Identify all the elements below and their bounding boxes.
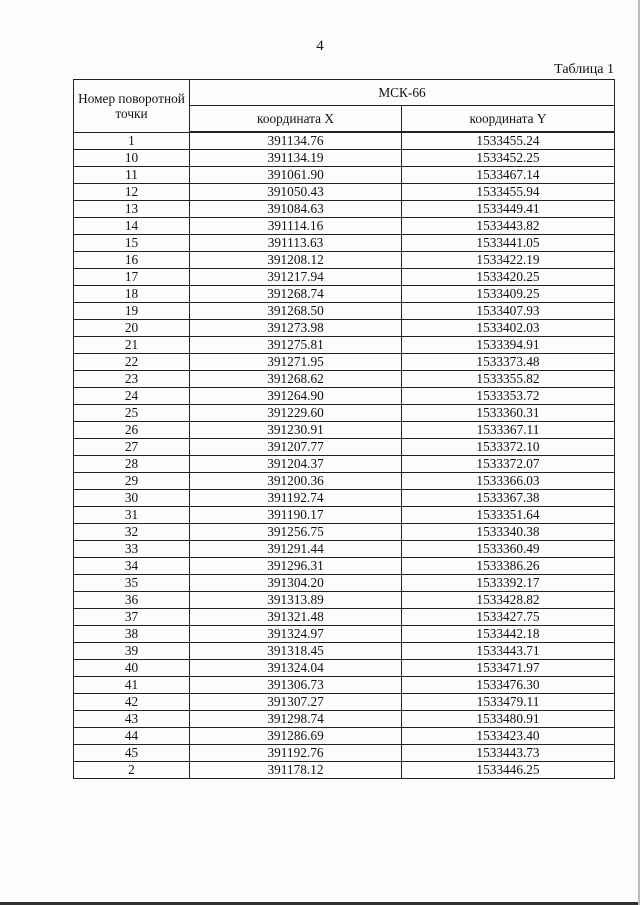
table-row	[74, 626, 615, 643]
table-row	[74, 286, 615, 303]
header-coordinate-system: МСК-66	[190, 80, 615, 106]
x-coordinate-cell: 391275.81	[190, 337, 402, 354]
x-coordinate-cell: 391200.36	[190, 473, 402, 490]
table-row	[74, 388, 615, 405]
header-x-coordinate: координата X	[190, 106, 402, 133]
point-number-cell: 15	[74, 235, 190, 252]
x-coordinate-cell: 391324.04	[190, 660, 402, 677]
table-row	[74, 609, 615, 626]
table-row	[74, 405, 615, 422]
y-coordinate-cell: 1533367.11	[402, 422, 615, 439]
y-coordinate-cell: 1533449.41	[402, 201, 615, 218]
y-coordinate-cell: 1533455.94	[402, 184, 615, 201]
table-row	[74, 558, 615, 575]
table-row	[74, 132, 615, 150]
point-number-cell: 14	[74, 218, 190, 235]
x-coordinate-cell: 391273.98	[190, 320, 402, 337]
point-number-cell: 38	[74, 626, 190, 643]
point-number-cell: 11	[74, 167, 190, 184]
y-coordinate-cell: 1533407.93	[402, 303, 615, 320]
x-coordinate-cell: 391291.44	[190, 541, 402, 558]
table-row	[74, 643, 615, 660]
y-coordinate-cell: 1533443.71	[402, 643, 615, 660]
y-coordinate-cell: 1533476.30	[402, 677, 615, 694]
table-row	[74, 728, 615, 745]
table-row	[74, 337, 615, 354]
y-coordinate-cell: 1533394.91	[402, 337, 615, 354]
table-row	[74, 371, 615, 388]
table-row	[74, 422, 615, 439]
point-number-cell: 37	[74, 609, 190, 626]
point-number-cell: 45	[74, 745, 190, 762]
x-coordinate-cell: 391307.27	[190, 694, 402, 711]
x-coordinate-cell: 391313.89	[190, 592, 402, 609]
point-number-cell: 22	[74, 354, 190, 371]
y-coordinate-cell: 1533443.82	[402, 218, 615, 235]
y-coordinate-cell: 1533351.64	[402, 507, 615, 524]
point-number-cell: 31	[74, 507, 190, 524]
y-coordinate-cell: 1533442.18	[402, 626, 615, 643]
y-coordinate-cell: 1533443.73	[402, 745, 615, 762]
table-row	[74, 541, 615, 558]
y-coordinate-cell: 1533422.19	[402, 252, 615, 269]
table-row	[74, 354, 615, 371]
x-coordinate-cell: 391321.48	[190, 609, 402, 626]
point-number-cell: 44	[74, 728, 190, 745]
y-coordinate-cell: 1533360.49	[402, 541, 615, 558]
y-coordinate-cell: 1533392.17	[402, 575, 615, 592]
y-coordinate-cell: 1533409.25	[402, 286, 615, 303]
y-coordinate-cell: 1533353.72	[402, 388, 615, 405]
table-row	[74, 218, 615, 235]
table-row	[74, 660, 615, 677]
y-coordinate-cell: 1533446.25	[402, 762, 615, 779]
point-number-cell: 36	[74, 592, 190, 609]
table-row	[74, 677, 615, 694]
y-coordinate-cell: 1533372.10	[402, 439, 615, 456]
y-coordinate-cell: 1533479.11	[402, 694, 615, 711]
point-number-cell: 27	[74, 439, 190, 456]
point-number-cell: 23	[74, 371, 190, 388]
y-coordinate-cell: 1533367.38	[402, 490, 615, 507]
x-coordinate-cell: 391271.95	[190, 354, 402, 371]
x-coordinate-cell: 391084.63	[190, 201, 402, 218]
table-row	[74, 762, 615, 779]
point-number-cell: 26	[74, 422, 190, 439]
x-coordinate-cell: 391204.37	[190, 456, 402, 473]
x-coordinate-cell: 391230.91	[190, 422, 402, 439]
x-coordinate-cell: 391268.50	[190, 303, 402, 320]
y-coordinate-cell: 1533428.82	[402, 592, 615, 609]
point-number-cell: 40	[74, 660, 190, 677]
x-coordinate-cell: 391264.90	[190, 388, 402, 405]
table-row	[74, 490, 615, 507]
point-number-cell: 39	[74, 643, 190, 660]
table-row	[74, 592, 615, 609]
x-coordinate-cell: 391114.16	[190, 218, 402, 235]
table-row	[74, 252, 615, 269]
point-number-cell: 10	[74, 150, 190, 167]
x-coordinate-cell: 391298.74	[190, 711, 402, 728]
point-number-cell: 12	[74, 184, 190, 201]
table-row	[74, 745, 615, 762]
x-coordinate-cell: 391324.97	[190, 626, 402, 643]
table-row	[74, 201, 615, 218]
table-row	[74, 575, 615, 592]
point-number-cell: 19	[74, 303, 190, 320]
x-coordinate-cell: 391050.43	[190, 184, 402, 201]
table-row	[74, 303, 615, 320]
point-number-cell: 2	[74, 762, 190, 779]
point-number-cell: 32	[74, 524, 190, 541]
point-number-cell: 20	[74, 320, 190, 337]
table-row	[74, 184, 615, 201]
point-number-cell: 1	[74, 132, 190, 150]
table-row	[74, 167, 615, 184]
header-point-number: Номер поворотной точки	[74, 80, 190, 133]
x-coordinate-cell: 391268.62	[190, 371, 402, 388]
point-number-cell: 33	[74, 541, 190, 558]
point-number-cell: 28	[74, 456, 190, 473]
table-row	[74, 320, 615, 337]
point-number-cell: 17	[74, 269, 190, 286]
table-row	[74, 235, 615, 252]
header-y-coordinate: координата Y	[402, 106, 615, 133]
x-coordinate-cell: 391256.75	[190, 524, 402, 541]
y-coordinate-cell: 1533372.07	[402, 456, 615, 473]
table-row	[74, 694, 615, 711]
point-number-cell: 18	[74, 286, 190, 303]
y-coordinate-cell: 1533402.03	[402, 320, 615, 337]
point-number-cell: 43	[74, 711, 190, 728]
table-caption: Таблица 1	[554, 62, 614, 77]
y-coordinate-cell: 1533360.31	[402, 405, 615, 422]
point-number-cell: 30	[74, 490, 190, 507]
point-number-cell: 13	[74, 201, 190, 218]
x-coordinate-cell: 391286.69	[190, 728, 402, 745]
y-coordinate-cell: 1533355.82	[402, 371, 615, 388]
point-number-cell: 21	[74, 337, 190, 354]
y-coordinate-cell: 1533480.91	[402, 711, 615, 728]
x-coordinate-cell: 391304.20	[190, 575, 402, 592]
table-row	[74, 524, 615, 541]
x-coordinate-cell: 391061.90	[190, 167, 402, 184]
point-number-cell: 16	[74, 252, 190, 269]
x-coordinate-cell: 391268.74	[190, 286, 402, 303]
table-row	[74, 456, 615, 473]
point-number-cell: 42	[74, 694, 190, 711]
x-coordinate-cell: 391208.12	[190, 252, 402, 269]
x-coordinate-cell: 391134.76	[190, 132, 402, 150]
x-coordinate-cell: 391306.73	[190, 677, 402, 694]
x-coordinate-cell: 391318.45	[190, 643, 402, 660]
point-number-cell: 41	[74, 677, 190, 694]
point-number-cell: 34	[74, 558, 190, 575]
x-coordinate-cell: 391192.74	[190, 490, 402, 507]
x-coordinate-cell: 391113.63	[190, 235, 402, 252]
table-row	[74, 711, 615, 728]
x-coordinate-cell: 391134.19	[190, 150, 402, 167]
table-row	[74, 473, 615, 490]
table-row	[74, 269, 615, 286]
point-number-cell: 35	[74, 575, 190, 592]
point-number-cell: 29	[74, 473, 190, 490]
x-coordinate-cell: 391207.77	[190, 439, 402, 456]
x-coordinate-cell: 391229.60	[190, 405, 402, 422]
y-coordinate-cell: 1533471.97	[402, 660, 615, 677]
page-number: 4	[316, 38, 324, 54]
y-coordinate-cell: 1533427.75	[402, 609, 615, 626]
y-coordinate-cell: 1533386.26	[402, 558, 615, 575]
table-body	[74, 132, 615, 779]
x-coordinate-cell: 391217.94	[190, 269, 402, 286]
point-number-cell: 24	[74, 388, 190, 405]
coordinates-table	[73, 79, 615, 779]
x-coordinate-cell: 391178.12	[190, 762, 402, 779]
y-coordinate-cell: 1533455.24	[402, 132, 615, 150]
table-row	[74, 439, 615, 456]
y-coordinate-cell: 1533366.03	[402, 473, 615, 490]
y-coordinate-cell: 1533441.05	[402, 235, 615, 252]
x-coordinate-cell: 391190.17	[190, 507, 402, 524]
y-coordinate-cell: 1533373.48	[402, 354, 615, 371]
y-coordinate-cell: 1533452.25	[402, 150, 615, 167]
point-number-cell: 25	[74, 405, 190, 422]
y-coordinate-cell: 1533340.38	[402, 524, 615, 541]
x-coordinate-cell: 391192.76	[190, 745, 402, 762]
y-coordinate-cell: 1533467.14	[402, 167, 615, 184]
y-coordinate-cell: 1533423.40	[402, 728, 615, 745]
table-row	[74, 150, 615, 167]
y-coordinate-cell: 1533420.25	[402, 269, 615, 286]
table-row	[74, 507, 615, 524]
x-coordinate-cell: 391296.31	[190, 558, 402, 575]
